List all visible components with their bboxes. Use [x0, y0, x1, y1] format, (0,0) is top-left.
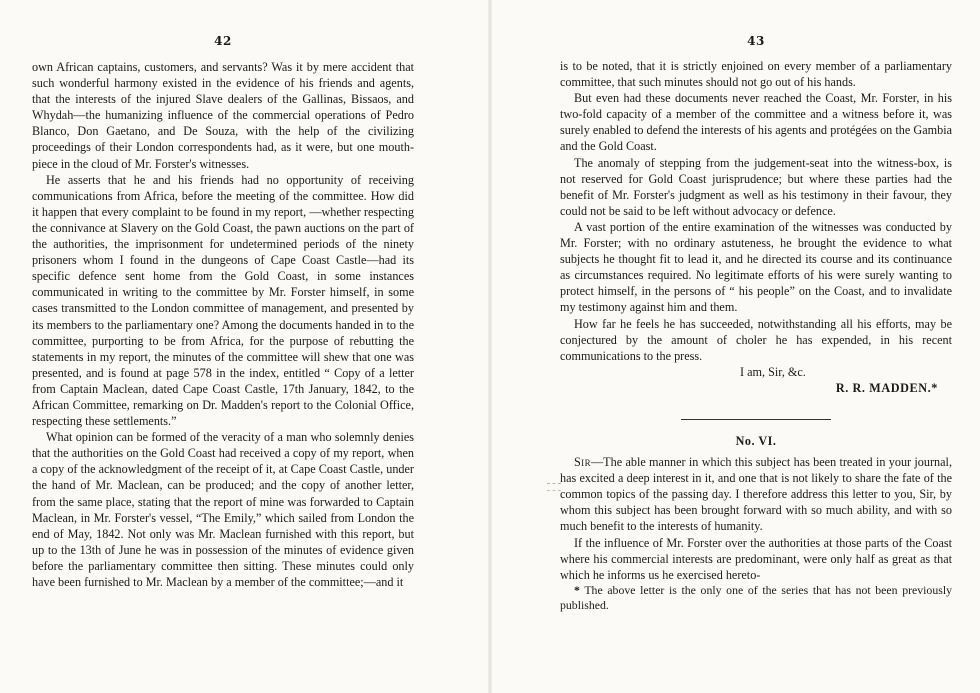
- page-body: [32, 59, 414, 590]
- left-page: [32, 0, 414, 693]
- signature: R. R. MADDEN.*: [835, 380, 938, 395]
- paragraph: The anomaly of stepping from the judgement-seat into the witness-box, is not reserved for Gold Coast jurisprudence; but where these parties had the benefit of Mr. Forster's judgment as well as his testimony in their favour, they could not be said to be left without advocacy or defence.: [560, 155, 952, 218]
- paragraph-text: —The able manner in which this subject has been treated in your journal, has excited a deep interest in it, and one that is not likely to share the fate of the common topics of the passing day. I therefore address this letter to you, Sir, by whom this subject has been brought forward with so much ability, and with so much benefit to the interests of humanity.: [560, 455, 952, 534]
- paragraph: A vast portion of the entire examination of the witnesses was conducted by Mr. Forster; with no ordinary astuteness, he brought the evidence to what subjects he thought fit to lead it, and he directed its course and its continuance as circumstances required. No legitimate efforts of his were surely wanting to protect himself, in the persons of “ his people” on the Coast, and to invalidate my testimony against him and them.: [560, 219, 952, 315]
- paragraph: What opinion can be formed of the veracity of a man who solemnly denies that the authorities on the Gold Coast had received a copy of my report, when a copy of the acknowledgment of the receipt of it, at Cape Coast Castle, under the hand of Mr. Maclean, can be produced; and the copy of another letter, from the same place, stating that the report of mine was forwarded to Captain Maclean, in Mr. Forster's vessel, “The Emily,” which sailed from London the end of May, 1842. Not only was Mr. Maclean furnished with this report, but up to the 13th of June he was in possession of the minutes of evidence given before the parliamentary committee then sitting. These minutes could only have been furnished to Mr. Maclean by a member of the committee;—and it: [32, 430, 414, 589]
- paragraph: is to be noted, that it is strictly enjoined on every member of a parliamentary committee, that such minutes should not go out of his hands.: [560, 59, 952, 90]
- letter-closing: [560, 364, 952, 396]
- page-body: [560, 58, 952, 613]
- letter-opening-word: Sir: [574, 455, 591, 470]
- paragraph: How far he feels he has succeeded, notwithstanding all his efforts, may be conjectured by the amount of choler he has expended, in his recent communications to the press.: [560, 316, 952, 363]
- footnote-marker: *: [574, 582, 580, 597]
- page-smudge-mark: [547, 483, 561, 491]
- paragraph: If the influence of Mr. Forster over the authorities at those parts of the Coast where his commercial interests are predominant, were only half as great as that which he informs us he exercised hereto-: [560, 535, 952, 582]
- section-heading: No. VI.: [735, 433, 777, 448]
- paragraph: own African captains, customers, and servants? Was it by mere accident that such wonderful harmony existed in the evidence of his friends and agents, that the interests of the injured Slave dealers of the Gallinas, Bissaos, and Whydah—the humanizing influence of the commercial operations of Pedro Blanco, Don Gaetano, and De Souza, with the help of the civilizing proceedings of their London correspondents had, as it were, but one mouth-piece in the cloud of Mr. Forster's witnesses.: [32, 60, 414, 171]
- paragraph: He asserts that he and his friends had no opportunity of receiving communications from Africa, before the meeting of the committee. How did it happen that every complaint to be found in my report, —whether respecting the connivance at Slavery on the Gold Coast, the pawn auctions on the part of the authorities, the imprisonment for undetermined periods of the ninety prisoners whom I found in the dungeons of Cape Coast Castle—had its specific defence sent home from the Gold Coast, in some instances communicated in writing to the committee by Mr. Forster himself, in some cases transmitted to the London committee of management, and presented by its members to the parliamentary one? Among the documents handed in to the committee, purporting to be from Africa, for the purpose of rebutting the statements in my report, the minutes of the committee will shew that one was presented, and is found at page 578 in the index, entitled “ Copy of a letter from Captain Maclean, dated Cape Coast Castle, 17th January, 1842, to the African Committee, remarking on Dr. Madden's report to the Colonial Office, respecting these settlements.”: [32, 172, 414, 429]
- footnote-text: The above letter is the only one of the series that has not been previously published.: [560, 582, 952, 612]
- section-divider: [681, 419, 831, 420]
- paragraph: But even had these documents never reached the Coast, Mr. Forster, in his two-fold capacity of a member of the committee and a witness before it, was surely enabled to defend the interests of his agents and protégées on the Gambia and the Gold Coast.: [560, 91, 952, 154]
- footnote: [560, 583, 952, 613]
- right-page: [560, 0, 952, 693]
- page-number: 42: [214, 34, 232, 48]
- page-number: 43: [747, 34, 765, 48]
- book-gutter: [488, 0, 492, 693]
- paragraph: [560, 454, 952, 534]
- salutation: I am, Sir, &c.: [740, 364, 806, 379]
